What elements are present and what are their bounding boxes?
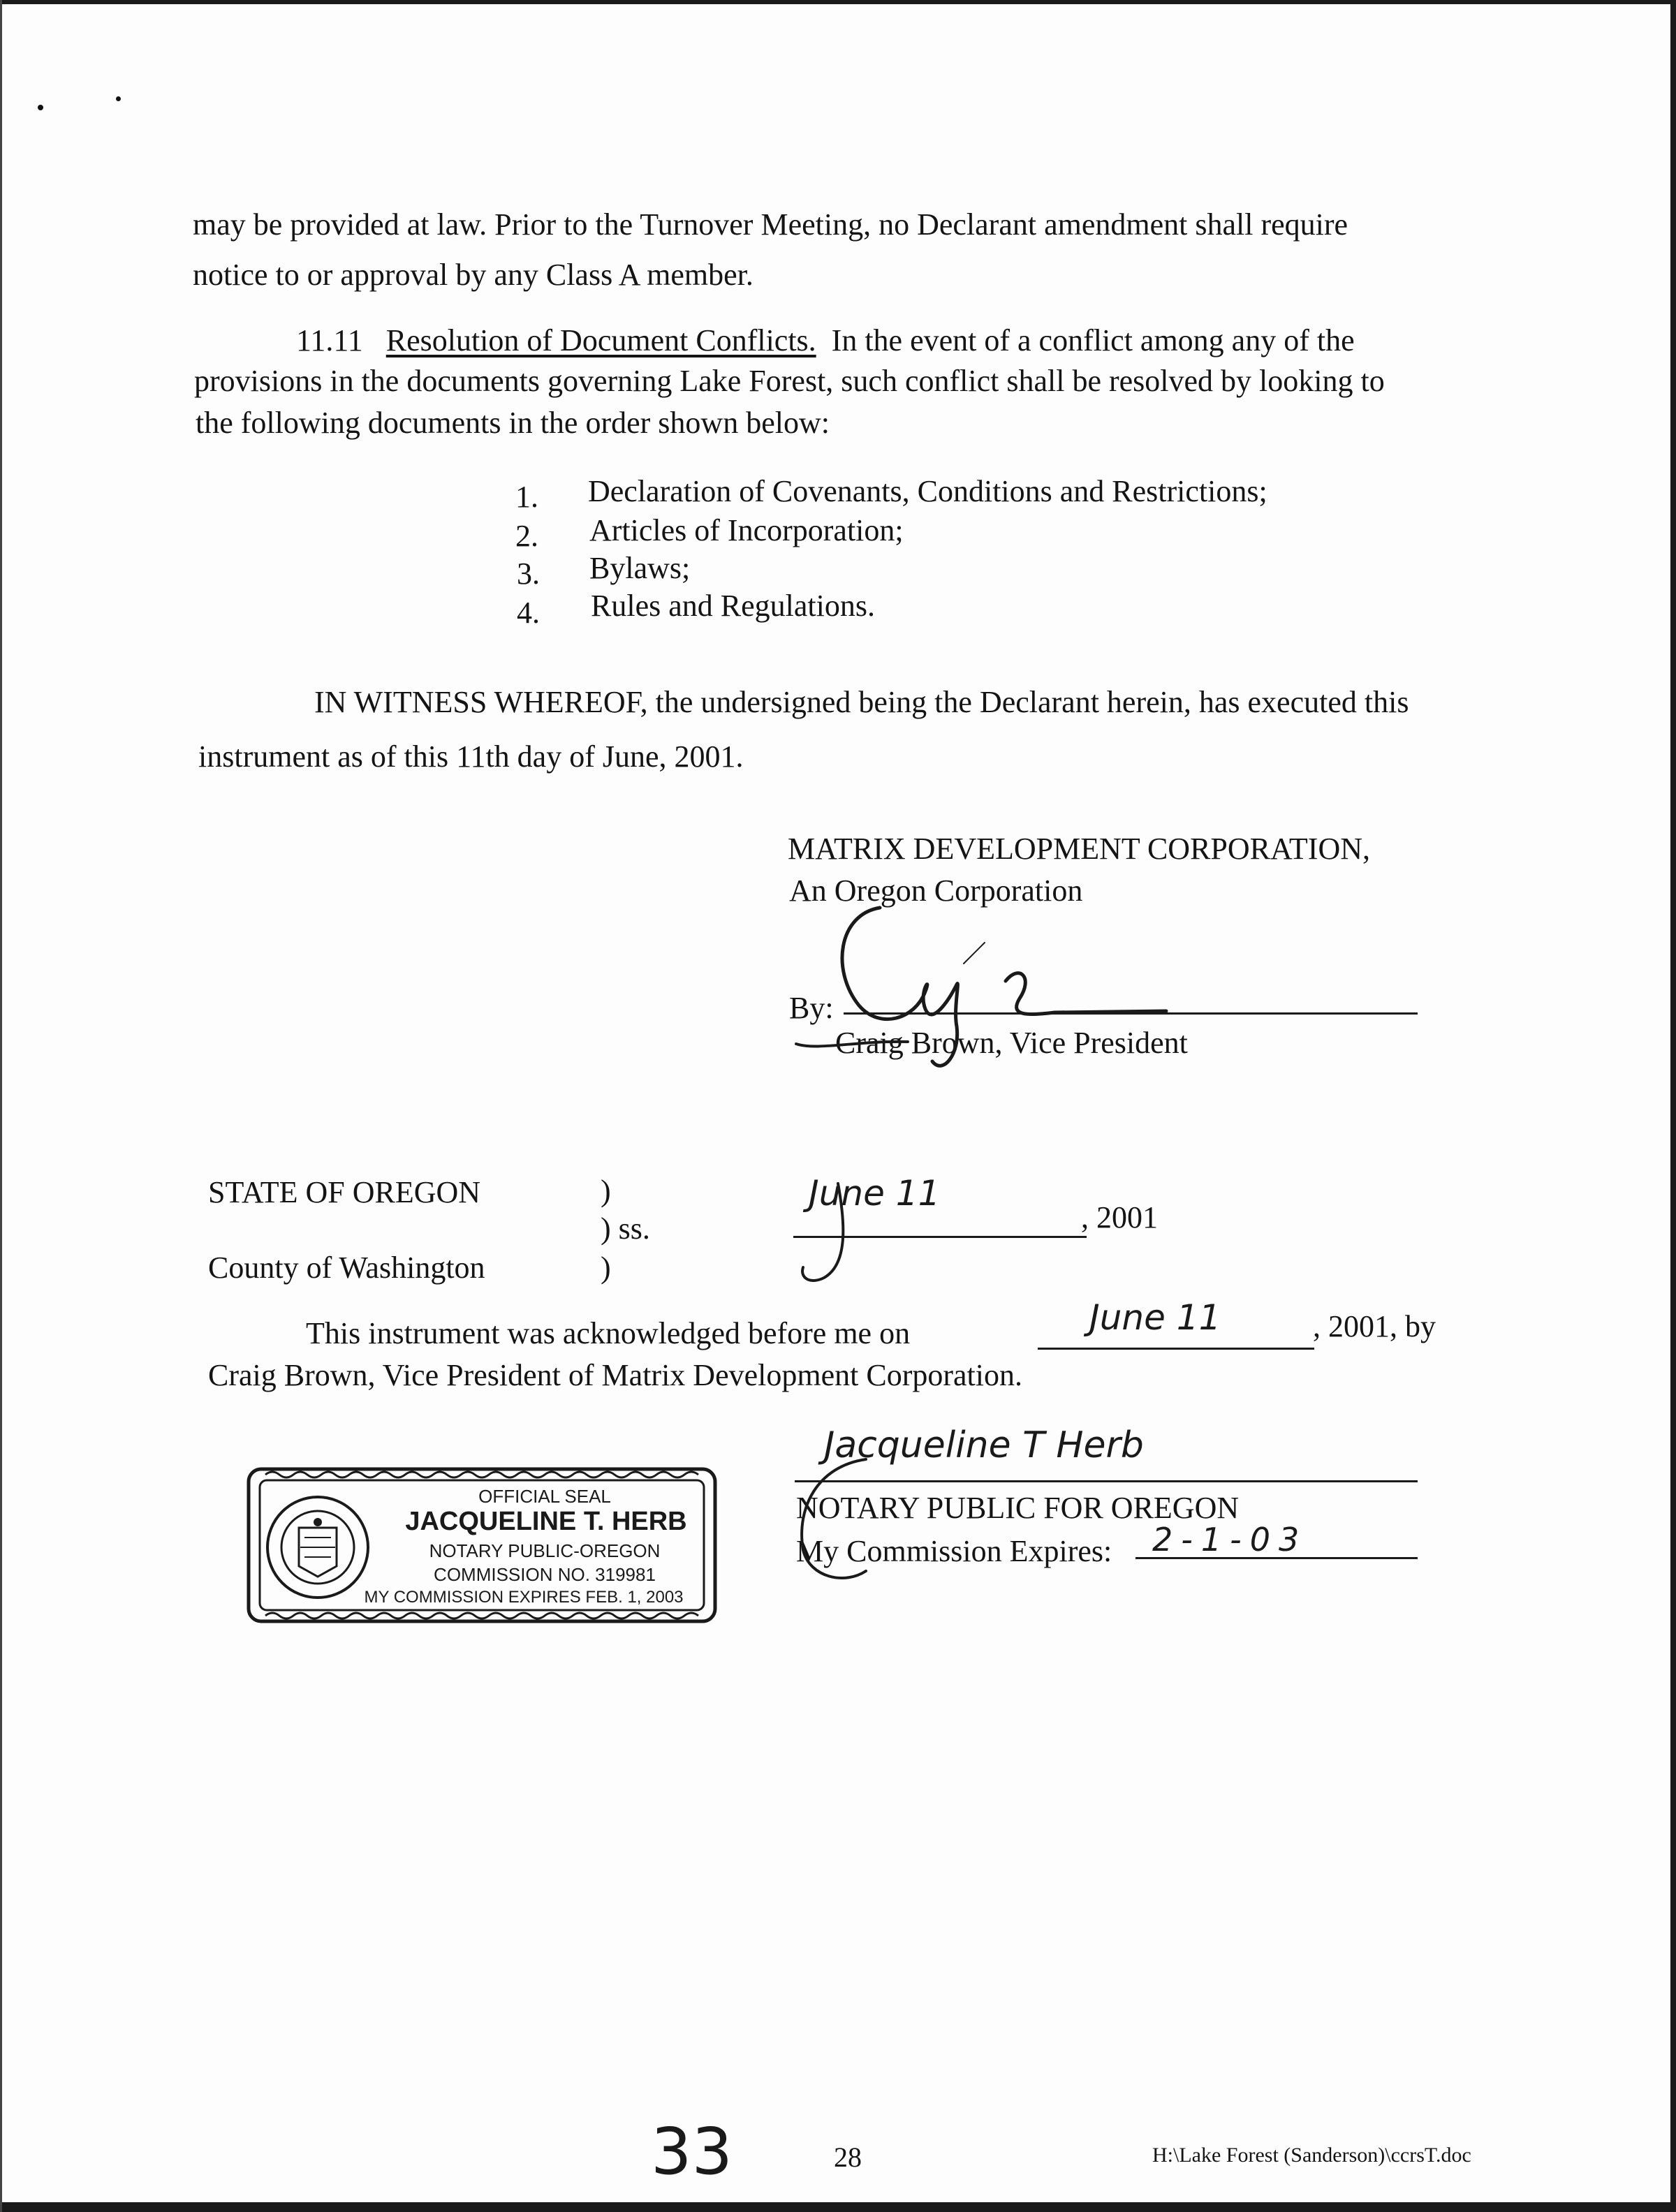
- continuation-line-2: notice to or approval by any Class A member.: [193, 258, 754, 292]
- list-item-number: 1.: [515, 480, 538, 514]
- acknowledgment-line-2: Craig Brown, Vice President of Matrix Development Corporation.: [208, 1358, 1022, 1392]
- list-item-text: Rules and Regulations.: [591, 589, 875, 623]
- venue-county: County of Washington: [208, 1251, 485, 1285]
- file-path: H:\Lake Forest (Sanderson)\ccrsT.doc: [1152, 2144, 1471, 2167]
- venue-date-flourish: [796, 1180, 852, 1295]
- continuation-line-1: may be provided at law. Prior to the Turnover Meeting, no Declarant amendment shall require: [193, 207, 1348, 242]
- seal-commission-number: COMMISSION NO. 319981: [434, 1564, 656, 1585]
- section-heading: Resolution of Document Conflicts.: [385, 323, 816, 357]
- commission-expires-label: My Commission Expires:: [796, 1534, 1112, 1568]
- venue-paren-ss: ) ss.: [601, 1211, 650, 1246]
- section-number: 11.11: [296, 323, 363, 357]
- corporation-name: MATRIX DEVELOPMENT CORPORATION,: [788, 832, 1371, 866]
- venue-date-year: , 2001: [1081, 1200, 1158, 1234]
- venue-date-handwritten: June 11: [809, 1173, 941, 1214]
- section-line-1-rest: In the event of a conflict among any of the: [831, 323, 1355, 357]
- seal-commission-expires: MY COMMISSION EXPIRES FEB. 1, 2003: [364, 1588, 684, 1607]
- commission-expires-value: 2-1-03: [1152, 1521, 1308, 1558]
- scan-speck: [38, 105, 43, 110]
- scan-edge-right: [1670, 0, 1676, 2212]
- list-item-number: 4.: [517, 596, 540, 630]
- page-number: 28: [834, 2141, 862, 2173]
- corporation-type: An Oregon Corporation: [789, 873, 1083, 908]
- notary-signature-line: [795, 1480, 1418, 1482]
- notary-signature-flourish: [789, 1452, 887, 1595]
- seal-notary-public: NOTARY PUBLIC-OREGON: [429, 1540, 661, 1561]
- list-item-text: Articles of Incorporation;: [589, 513, 904, 547]
- by-label: By:: [789, 991, 834, 1025]
- seal-notary-name: JACQUELINE T. HERB: [405, 1507, 687, 1536]
- acknowledgment-date-line: [1038, 1348, 1314, 1350]
- notary-signature: Jacqueline T Herb: [824, 1424, 1144, 1466]
- list-item-number: 2.: [515, 519, 538, 553]
- scan-edge-top: [0, 0, 1676, 4]
- section-11-11-line-3: the following documents in the order shown below:: [196, 406, 830, 440]
- notary-title: NOTARY PUBLIC FOR OREGON: [796, 1491, 1240, 1525]
- acknowledgment-date-handwritten: June 11: [1089, 1297, 1221, 1338]
- list-item-text: Bylaws;: [589, 551, 691, 585]
- scan-edge-bottom: [0, 2202, 1676, 2212]
- venue-state: STATE OF OREGON: [208, 1175, 481, 1209]
- list-item-text: Declaration of Covenants, Conditions and Restrictions;: [588, 474, 1267, 508]
- list-item-number: 3.: [517, 556, 540, 591]
- acknowledgment-line-1-end: , 2001, by: [1313, 1309, 1436, 1343]
- witness-line-1: IN WITNESS WHEREOF, the undersigned being the Declarant herein, has executed this: [314, 685, 1409, 719]
- signer-name: Craig Brown, Vice President: [835, 1026, 1188, 1060]
- notary-seal-stamp: [244, 1465, 719, 1625]
- scan-speck: [116, 96, 121, 101]
- craig-brown-signature: [775, 887, 1166, 1100]
- section-11-11-line-2: provisions in the documents governing Lake Forest, such conflict shall be resolved by looking to: [194, 364, 1385, 398]
- witness-line-2: instrument as of this 11th day of June, 2001.: [198, 739, 744, 774]
- scan-edge-left: [0, 0, 2, 2212]
- acknowledgment-line-1-start: This instrument was acknowledged before me on: [306, 1316, 911, 1350]
- venue-paren-top: ): [601, 1174, 611, 1208]
- handwritten-page-number: 33: [651, 2114, 733, 2189]
- seal-official-seal: OFFICIAL SEAL: [478, 1486, 611, 1507]
- section-11-11-line-1: [296, 320, 1355, 362]
- venue-paren-bottom: ): [601, 1251, 611, 1285]
